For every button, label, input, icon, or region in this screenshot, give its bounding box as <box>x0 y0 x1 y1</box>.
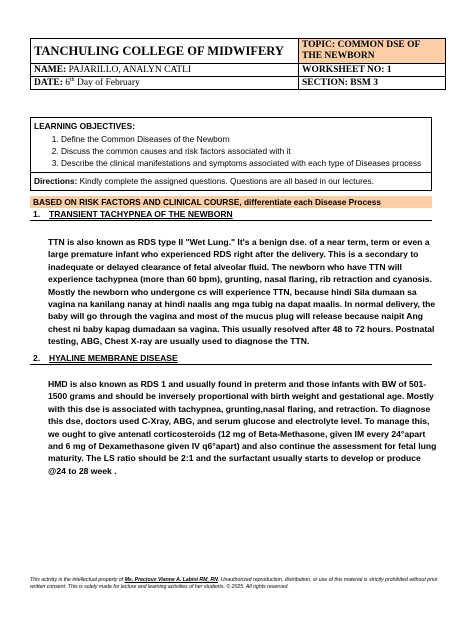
date-cell <box>31 77 299 89</box>
footer-owner: Ms. Precious Vianne A. Labini RM, RN <box>124 577 218 583</box>
name-value: PAJARILLO, ANALYN CATLI <box>68 65 192 75</box>
section-cell: SECTION: BSM 3 <box>302 78 379 88</box>
section-number: 2. <box>33 353 41 363</box>
footer-prefix: This activity is the intellectual property of <box>30 577 125 583</box>
objectives-list <box>31 133 431 172</box>
topic-cell: TOPIC: COMMON DSE OF THE NEWBORN <box>299 39 445 63</box>
worksheet-cell: WORKSHEET NO: 1 <box>302 65 392 75</box>
name-cell <box>31 64 299 76</box>
section-body-ttn: TTN is also known as RDS type II "Wet Lung." It's a benign dse. of a near term, term or even a large premature infant who experienced RDS right after the delivery. This is a secondary to inadequate or delayed clearance of fetal alveolar fluid. The newborn who have TTN will experience tachypnea (more than 60 bpm), grunting, nasal flaring, rib retraction and cyanosis. Mostly the newborn who undergone cs will experience TTN, because hindi Sila dumaan sa vagina na kanilang nanay at hindi naalis ang mga tubig na dapat maalis. In normal delivery, the baby will go through the vagina and most of the mucus plug will release because naipit Ang chest ni baby kapag dumadaan sa vagina. This usually resolved after 48 to 72 hours. Postnatal testing, ABG, Chest X-ray are usually used to diagnose the TTN. <box>48 237 436 347</box>
objective-item: 2. Discuss the common causes and risk factors associated with it <box>61 145 431 157</box>
objective-item: 1. Define the Common Diseases of the Newborn <box>61 133 431 145</box>
objectives-title: LEARNING OBJECTIVES: <box>34 121 135 131</box>
footer-suffix: . Unauthorized reproduction, distribution, or use of this material is strictly prohibited without prior written consent. This is solely made for lecture and learning activities of her students. © 2025. All rights reserved. <box>30 577 438 590</box>
section-title-text: TRANSIENT TACHYPNEA OF THE NEWBORN <box>49 209 233 219</box>
section-number: 1. <box>33 209 41 219</box>
directions <box>31 172 431 190</box>
college-name: TANCHULING COLLEGE OF MIDWIFERY <box>31 39 299 63</box>
section-title-hmd <box>30 352 432 365</box>
date-suffix: th <box>69 76 75 83</box>
header-row-title <box>31 39 445 63</box>
header-row-name <box>31 63 445 76</box>
section-title-text: HYALINE MEMBRANE DISEASE <box>49 353 178 363</box>
header-row-date <box>31 76 445 89</box>
section-banner: BASED ON RISK FACTORS AND CLINICAL COURSE, differentiate each Disease Process <box>30 196 432 208</box>
date-day: 6 <box>65 78 70 88</box>
section-title-ttn <box>30 208 432 221</box>
section-body-hmd: HMD is also known as RDS 1 and usually found in preterm and those infants with BW of 501-1500 grams and should be inversely proportional with birth weight and gestational age. Mostly with this dse is associated with tachypnea, grunting,nasal flaring, and retraction. To diagnose this dse, doctors used C-Xray, ABG, and serum glucose and electrolyte level. To manage this, we ought to give antenatl corticosteroids (12 mg of Beta-Methasone, given IM every 24°apart and 6 mg of Dexamethasone given IV q6°apart) and also continue the assessment for fetal lung maturity. The LS ratio should be 2:1 and the surfactant usually starts to develop or produce @24 to 28 week . <box>48 379 437 476</box>
name-label: NAME: <box>34 65 69 75</box>
date-label: DATE: <box>34 78 66 88</box>
footer-notice <box>30 577 444 591</box>
directions-label: Directions: <box>34 176 78 186</box>
learning-objectives-box <box>30 117 432 191</box>
date-rest: Day of February <box>74 78 140 88</box>
objective-item: 3. Describe the clinical manifestations and symptoms associated with each type of Diseases process <box>61 157 431 169</box>
header-table <box>30 38 446 90</box>
directions-text: Kindly complete the assigned questions. Questions are all based in our lectures. <box>77 176 374 186</box>
